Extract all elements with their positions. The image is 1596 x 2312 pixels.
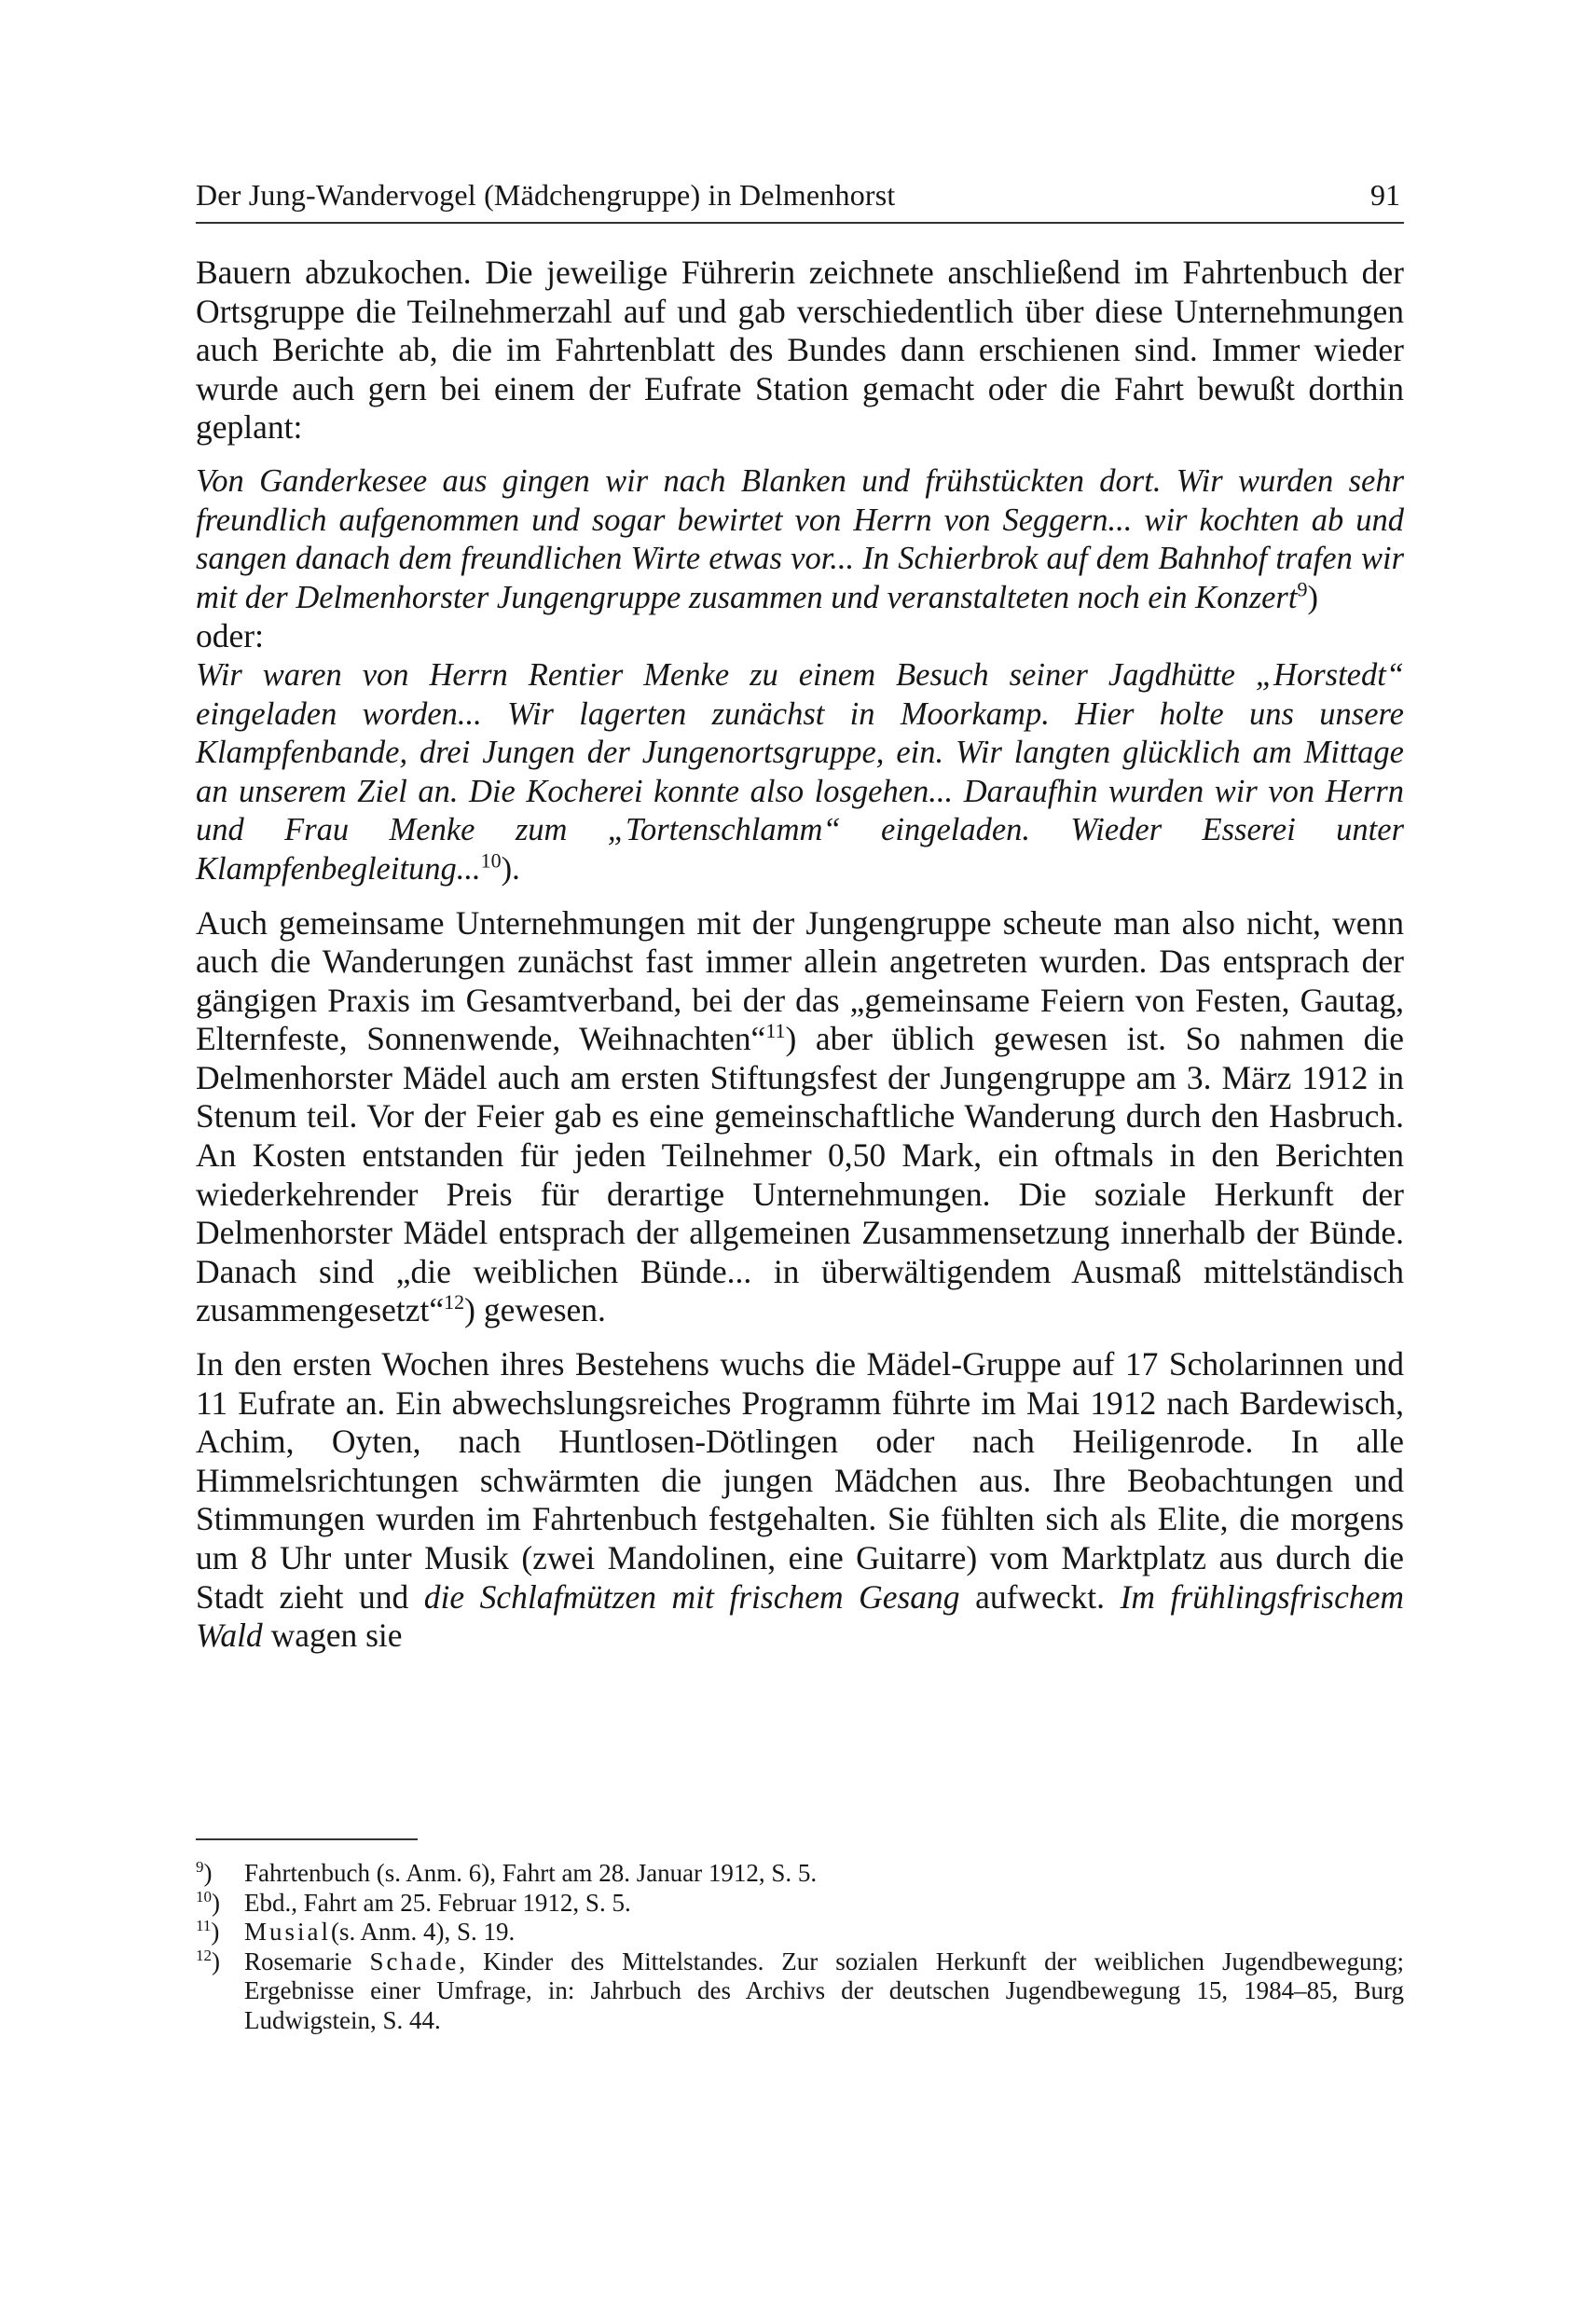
quote-1-close: ) [1307,579,1318,615]
footnote-number: $^{10}$) [196,1887,220,1917]
running-title: Der Jung-Wandervogel (Mädchengruppe) in Delmenhorst [196,178,896,212]
footnote-text: , Kinder des Mittelstandes. Zur sozialen Herkunft der weiblichen Jugendbewegung; Ergebnisse einer Umfrage, in: Jahrbuch des Archivs der deutschen Jugendbewegung 15, 1984–85, Burg Ludwigstein, S. 44. [244,1947,1405,2034]
quote-1-text: Von Ganderkesee aus gingen wir nach Blanken und frühstückten dort. Wir wurden sehr freundlich aufgenommen und sogar bewirtet von Herrn von Seggern... wir kochten ab und sangen danach dem freundlichen Wirte etwas vor... In Schierbrok auf dem Bahnhof trafen wir mit der Delmenhorster Jungengruppe zusammen und veranstalteten noch ein Konzert [196,462,1404,615]
paragraph-3-part-b: aufweckt. [975,1577,1106,1616]
footnote-author: Schade [369,1947,460,1975]
footnote-author-first: Rosemarie [244,1947,352,1975]
quote-2-text: Wir waren von Herrn Rentier Menke zu einem Besuch seiner Jagdhütte „Horstedt“ eingeladen worden... Wir lagerten zunächst in Moorkamp. Hier holte uns unsere Klampfenbande, drei Jungen der Jungenortsgruppe, ein. Wir langten glücklich am Mittage an unserem Ziel an. Die Kocherei konnte also losgehen... Daraufhin wurden wir von Herrn und Frau Menke zum „Tortenschlamm“ eingeladen. Wieder Esserei unter Klampfenbegleitung... [196,656,1404,887]
footnote-11 [196,1918,1404,1947]
footnote-12 [196,1947,1404,2036]
footnote-ref-12: 12 [444,1290,465,1314]
running-header [196,173,1404,224]
paragraph-3-italic-2: Im frühlingsfrischem Wald [196,1577,1405,1655]
main-text [196,254,1404,1656]
paragraph-2-part-a: Auch gemeinsame Unternehmungen mit der Jungengruppe scheute man also nicht, wenn auch die Wanderungen zunächst fast immer allein angetreten wurden. Das entsprach der gängigen Praxis im Gesamtverband, bei der das „gemeinsame Feiern von Festen, Gautag, Elternfeste, Sonnenwende, Weihnachten“ [196,903,1404,1058]
quote-1 [196,462,1404,617]
footnote-9 [196,1859,1404,1889]
footnote-text: (s. Anm. 4), S. 19. [331,1918,516,1946]
footnote-divider [196,1838,418,1840]
footnote-ref-10: 10 [480,848,502,873]
footnote-10 [196,1889,1404,1919]
paragraph-3-part-a: In den ersten Wochen ihres Bestehens wuchs die Mädel-Gruppe auf 17 Scholarinnen und 11 Eufrate an. Ein abwechslungsreiches Programm führte im Mai 1912 nach Bardewisch, Achim, Oyten, nach Huntlosen-Dötlingen oder nach Heiligenrode. In alle Himmelsrichtungen schwärmten die jungen Mädchen aus. Ihre Beobachtungen und Stimmungen wurden im Fahrtenbuch festgehalten. Sie fühlten sich als Elite, die morgens um 8 Uhr unter Musik (zwei Mandolinen, eine Guitarre) vom Marktplatz aus durch die Stadt zieht und [196,1345,1404,1616]
page-number: 91 [1370,178,1400,212]
paragraph-3-italic-1: die Schlafmützen mit frischem Gesang [423,1577,960,1616]
oder-label: oder: [196,617,264,655]
quote-2-close: ). [501,850,520,887]
footnote-text: Fahrtenbuch (s. Anm. 6), Fahrt am 28. Januar 1912, S. 5. [244,1859,818,1887]
paragraph-1: Bauern abzukochen. Die jeweilige Führerin zeichnete anschließend im Fahrtenbuch der Ortsgruppe die Teilnehmerzahl auf und gab verschiedentlich über diese Unternehmungen auch Berichte ab, die im Fahrtenblatt des Bundes dann erschienen sind. Immer wieder wurde auch gern bei einem der Eufrate Station gemacht oder die Fahrt bewußt dorthin geplant: [196,254,1404,447]
paragraph-3-part-c: wagen sie [270,1617,403,1655]
paragraph-2-part-c: ) gewesen. [464,1291,606,1329]
footnote-number: $^{11}$) [196,1917,220,1946]
footnote-text: Ebd., Fahrt am 25. Februar 1912, S. 5. [244,1888,631,1917]
footnotes [196,1859,1404,2035]
footnote-number: $^{12}$) [196,1946,220,1975]
footnote-number: $^9$) [196,1858,213,1887]
paragraph-2-part-b: ) aber üblich gewesen ist. So nahmen die Delmenhorster Mädel auch am ersten Stiftungsfest der Jungengruppe am 3. März 1912 in Stenum teil. Vor der Feier gab es eine gemeinschaftliche Wanderung durch den Hasbruch. An Kosten entstanden für jeden Teilnehmer 0,50 Mark, ein oftmals in den Berichten wiederkehrender Preis für derartige Unternehmungen. Die soziale Herkunft der Delmenhorster Mädel entsprach der allgemeinen Zusammensetzung innerhalb der Bünde. Danach sind „die weiblichen Bünde... in überwältigendem Ausmaß mittelständisch zusammengesetzt“ [196,1020,1404,1329]
quote-2 [196,656,1404,889]
footnote-ref-9: 9 [1297,577,1308,601]
paragraph-3 [196,1345,1404,1656]
footnote-ref-11: 11 [765,1019,786,1043]
paragraph-2 [196,904,1404,1331]
footnote-author: Musial [244,1918,332,1946]
